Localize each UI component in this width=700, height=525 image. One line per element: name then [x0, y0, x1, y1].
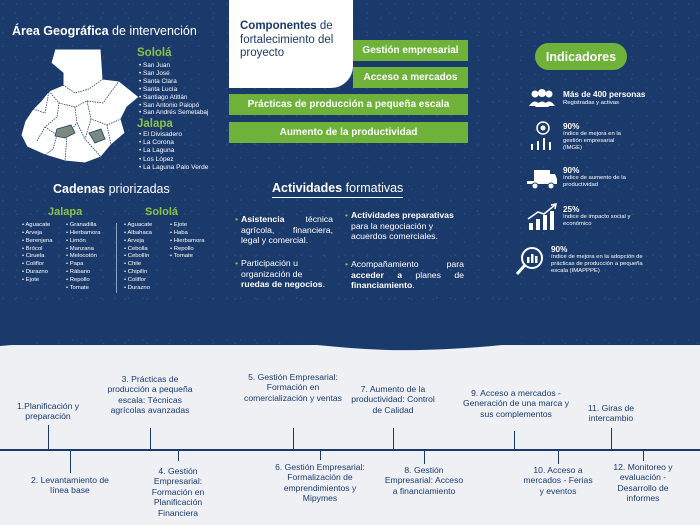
list-item: • Rábano: [66, 269, 100, 277]
timeline-tick: [150, 428, 151, 449]
list-item: • Cebollín: [124, 253, 152, 261]
cadenas-jalapa-list-2: [66, 222, 100, 293]
geo-title: Área Geográfica de intervención: [12, 24, 197, 38]
list-item: • Berenjena: [22, 238, 53, 246]
list-item: • Melocotón: [66, 253, 100, 261]
componentes-title: Componentes de fortalecimiento del proyecto: [240, 20, 334, 59]
indicator-2-value: 90%: [563, 122, 580, 131]
guatemala-map-icon: [15, 45, 143, 170]
list-item: • Aguacate: [22, 222, 53, 230]
list-item: • San Antonio Palopó: [139, 102, 208, 110]
timeline-tick: [48, 425, 49, 449]
actividades-title: Actividades formativas: [272, 181, 403, 198]
timeline-step-7: 7. Aumento de la productividad: Control de Calidad: [351, 384, 435, 415]
indicator-1-desc: Registradas y activas: [563, 100, 619, 106]
list-item: • Santiago Atitlán: [139, 94, 208, 102]
timeline-step-1: 1.Planificación y preparación: [16, 401, 80, 422]
timeline-tick: [643, 451, 644, 461]
list-item: • Ejote: [22, 277, 53, 285]
indicator-1-value: Más de 400 personas: [563, 90, 646, 99]
timeline-tick: [514, 431, 515, 449]
list-item: • Durazno: [22, 269, 53, 277]
list-item: • Repollo: [170, 246, 204, 254]
list-item: • Santa Lucía: [139, 86, 208, 94]
timeline-step-10: 10. Acceso a mercados - Ferias y eventos: [523, 465, 593, 496]
indicator-5-value: 90%: [551, 245, 568, 254]
list-item: • San Juan: [139, 62, 208, 70]
growth-chart-icon: [526, 203, 558, 231]
timeline-step-8: 8. Gestión Empresarial: Acceso a financiamiento: [384, 465, 464, 496]
list-item: • La Corona: [139, 139, 208, 147]
list-item: • Tomate: [66, 285, 100, 293]
list-item: • Durazno: [124, 285, 152, 293]
list-item: • Aguacate: [124, 222, 152, 230]
list-item: • Arveja: [124, 238, 152, 246]
timeline-step-12: 12. Monitoreo y evaluación - Desarrollo de informes: [613, 462, 673, 504]
timeline-tick: [70, 451, 71, 473]
solola-municipality-list: [139, 62, 208, 117]
cadenas-divider: [116, 223, 117, 293]
component-practicas-produccion: Prácticas de producción a pequeña escala: [229, 94, 468, 115]
timeline-tick: [558, 451, 559, 464]
indicator-3-value: 90%: [563, 166, 580, 175]
component-acceso-mercados: Acceso a mercados: [353, 67, 468, 88]
timeline-tick: [611, 428, 612, 449]
region-name-jalapa: Jalapa: [137, 118, 173, 130]
activity-ruedas-negocios: • Participación u organización de ruedas de negocios.: [241, 258, 333, 290]
timeline-step-4: 4. Gestión Empresarial: Formación en Planificación Financiera: [151, 466, 205, 518]
activity-preparativas: • Actividades preparativas para la negociación y acuerdos comerciales.: [351, 210, 464, 242]
component-gestion-empresarial: Gestión empresarial: [353, 40, 468, 61]
list-item: • Ciruela: [22, 253, 53, 261]
list-item: • Coliflor: [22, 261, 53, 269]
list-item: • Cebolla: [124, 246, 152, 254]
indicator-3-desc: índice de aumento de la productividad: [563, 175, 626, 189]
cadenas-solola-list-2: [170, 222, 204, 261]
timeline-tick: [293, 428, 294, 449]
indicator-5-desc: índice de mejora en la adopción de prácticas de producción a pequeña escala (IMAPPPE): [551, 254, 643, 275]
list-item: • San José: [139, 70, 208, 78]
componentes-card: [229, 0, 353, 88]
wave-divider: [0, 300, 700, 360]
timeline-tick: [393, 428, 394, 449]
list-item: • Coliflor: [124, 277, 152, 285]
list-item: • Albahaca: [124, 230, 152, 238]
timeline-step-11: 11. Giras de intercambio: [587, 403, 635, 424]
list-item: • El Divisadero: [139, 131, 208, 139]
timeline-step-6: 6. Gestión Empresarial: Formalización de emprendimientos y Mipymes: [275, 462, 365, 504]
list-item: • Santa Clara: [139, 78, 208, 86]
list-item: • San Andrés Semetabaj: [139, 109, 208, 117]
list-item: • Brócol: [22, 246, 53, 254]
cadenas-solola-list-1: [124, 222, 152, 293]
list-item: • Tomate: [170, 253, 204, 261]
timeline-tick: [320, 451, 321, 460]
indicator-2-desc: índice de mejora en la gestión empresarial (IMGE): [563, 131, 621, 152]
activity-financiamiento: • Acompañamiento para acceder a planes de financiamiento.: [351, 259, 464, 291]
indicadores-title: Indicadores: [535, 43, 627, 70]
list-item: • Chile: [124, 261, 152, 269]
cadenas-jalapa-list-1: [22, 222, 53, 285]
timeline-step-3: 3. Prácticas de producción a pequeña escala: Técnicas agrícolas avanzadas: [107, 374, 193, 416]
timeline-step-9: 9. Acceso a mercados - Generación de una marca y sus complementos: [462, 388, 570, 419]
list-item: • La Laguna Palo Verde: [139, 164, 208, 172]
list-item: • Hierbamora: [66, 230, 100, 238]
timeline-tick: [178, 451, 179, 461]
timeline-tick: [424, 451, 425, 464]
list-item: • Haba: [170, 230, 204, 238]
cadenas-title: Cadenas priorizadas: [53, 182, 170, 196]
list-item: • Hierbamora: [170, 238, 204, 246]
activity-asistencia: • Asistencia técnica agrícola, financiera, legal y comercial.: [241, 214, 333, 246]
list-item: • Granadilla: [66, 222, 100, 230]
timeline-step-2: 2. Levantamiento de línea base: [31, 475, 109, 496]
list-item: • Limón: [66, 238, 100, 246]
indicator-4-desc: índice de impacto social y económico: [563, 214, 631, 228]
truck-icon: [526, 166, 558, 192]
jalapa-municipality-list: [139, 131, 208, 172]
indicator-4-value: 25%: [563, 205, 580, 214]
list-item: • Chipilín: [124, 269, 152, 277]
magnifier-chart-icon: [514, 244, 546, 280]
cadenas-jalapa-title: Jalapa: [48, 206, 83, 218]
award-icon: [528, 120, 558, 152]
cadenas-solola-title: Sololá: [145, 206, 179, 218]
list-item: • Los López: [139, 156, 208, 164]
list-item: • Manzana: [66, 246, 100, 254]
list-item: • Papa: [66, 261, 100, 269]
component-aumento-productividad: Aumento de la productividad: [229, 122, 468, 143]
list-item: • Arveja: [22, 230, 53, 238]
people-icon: [527, 88, 557, 108]
timeline-line: [0, 449, 700, 451]
list-item: • Repollo: [66, 277, 100, 285]
timeline-step-5: 5. Gestión Empresarial: Formación en comercialización y ventas: [244, 372, 342, 403]
region-name-solola: Sololá: [137, 47, 172, 59]
list-item: • Ejote: [170, 222, 204, 230]
list-item: • La Laguna: [139, 147, 208, 155]
